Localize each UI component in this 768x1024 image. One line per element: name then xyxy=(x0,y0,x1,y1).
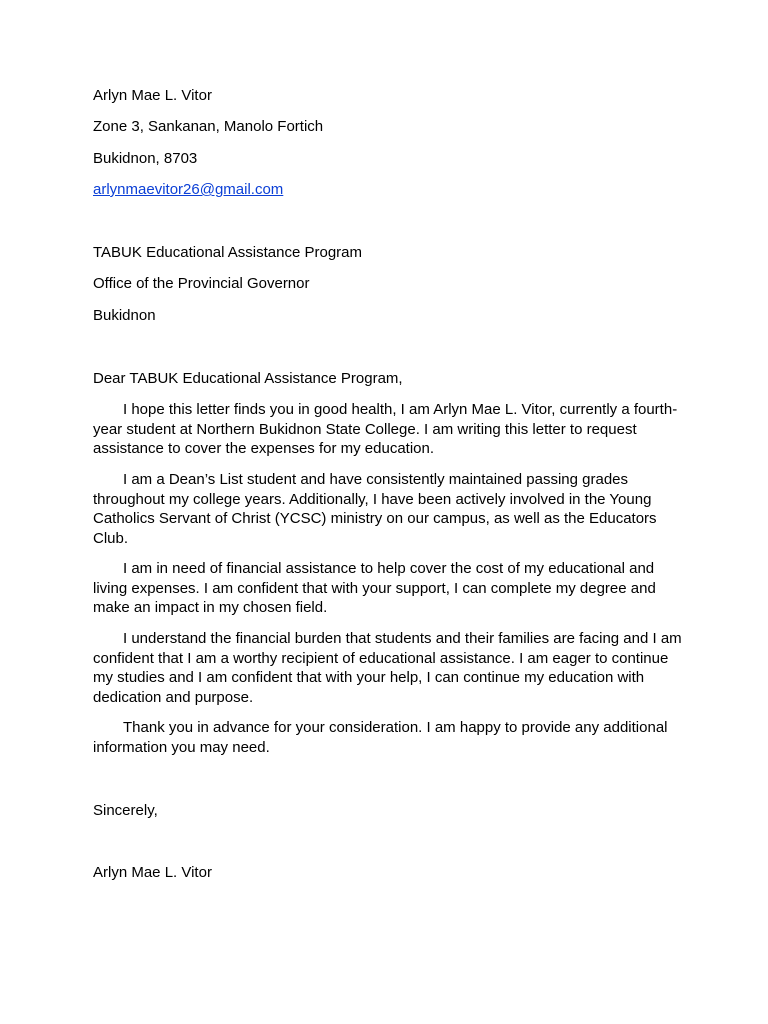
body-paragraph-2: I am a Dean’s List student and have consistently maintained passing grades throughout my college years. Additionally, I have been actively involved in the Young Catholics Servant of Christ (YCSC) ministry on our campus, as well as the Educators Club. xyxy=(93,471,657,547)
recipient-line3: Bukidnon xyxy=(93,307,156,324)
closing: Sincerely, xyxy=(93,802,158,819)
body-paragraph-1: I hope this letter finds you in good health, I am Arlyn Mae L. Vitor, currently a fourth-year student at Northern Bukidnon State College. I am writing this letter to request assistance to cover the expenses for my education. xyxy=(93,401,678,457)
sender-name: Arlyn Mae L. Vitor xyxy=(93,87,212,104)
sender-address-line1: Zone 3, Sankanan, Manolo Fortich xyxy=(93,118,324,135)
recipient-line2: Office of the Provincial Governor xyxy=(93,275,310,292)
signature-name: Arlyn Mae L. Vitor xyxy=(93,864,212,881)
sender-email-link[interactable]: arlynmaevitor26@gmail.com xyxy=(93,181,284,198)
sender-address-line2: Bukidnon, 8703 xyxy=(93,150,198,167)
salutation: Dear TABUK Educational Assistance Program, xyxy=(93,370,403,387)
body-paragraph-5: Thank you in advance for your consideration. I am happy to provide any additional information you may need. xyxy=(93,719,668,756)
body-paragraph-3: I am in need of financial assistance to help cover the cost of my educational and living expenses. I am confident that with your support, I can complete my degree and make an impact in my chosen field. xyxy=(93,560,656,616)
recipient-line1: TABUK Educational Assistance Program xyxy=(93,244,363,261)
body-paragraph-4: I understand the financial burden that students and their families are facing and I am confident that I am a worthy recipient of educational assistance. I am eager to continue my studies and I am confident that with your help, I can continue my education with dedication and purpose. xyxy=(93,630,682,706)
